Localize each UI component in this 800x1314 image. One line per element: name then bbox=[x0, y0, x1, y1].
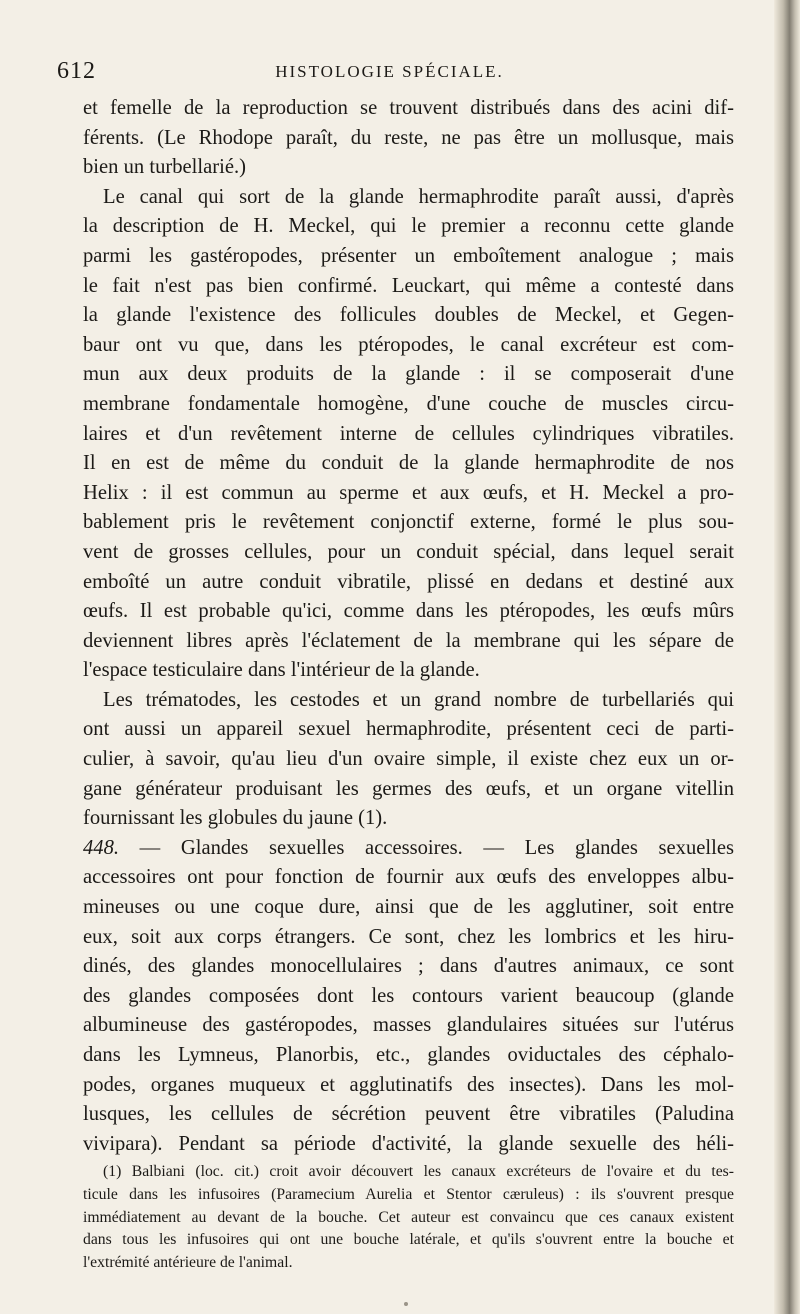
text-line: deviennent libres après l'éclatement de la membrane qui les sépare de bbox=[83, 629, 734, 652]
text-line: baur ont vu que, dans les ptéropodes, le canal excréteur est com- bbox=[83, 333, 734, 356]
text-line: mun aux deux produits de la glande : il se composerait d'une bbox=[83, 363, 734, 386]
text-line: férents. (Le Rhodope paraît, du reste, ne pas être un mollusque, mais bbox=[83, 126, 734, 149]
body-text bbox=[83, 94, 734, 1159]
text-line: eux, soit aux corps étrangers. Ce sont, chez les lombrics et les hiru- bbox=[83, 925, 734, 948]
section-heading-line bbox=[83, 834, 734, 864]
text-line: lusques, les cellules de sécrétion peuvent être vibratiles (Paludina bbox=[83, 1103, 734, 1126]
page-number: 612 bbox=[57, 58, 96, 84]
text-line: culier, à savoir, qu'au lieu d'un ovaire simple, il existe chez eux un or- bbox=[83, 748, 734, 771]
footnote-line: (1) Balbiani (loc. cit.) croit avoir découvert les canaux excréteurs de l'ovaire et du tes- bbox=[103, 1163, 734, 1180]
text-line: parmi les gastéropodes, présenter un emboîtement analogue ; mais bbox=[83, 244, 734, 267]
text-line: dinés, des glandes monocellulaires ; dans d'autres animaux, ce sont bbox=[83, 955, 734, 978]
text-line: bien un turbellarié.) bbox=[83, 156, 246, 179]
text-line: l'espace testiculaire dans l'intérieur de la glande. bbox=[83, 659, 480, 682]
ink-speck bbox=[404, 1302, 408, 1306]
text-line: et femelle de la reproduction se trouvent distribués dans des acini dif- bbox=[83, 97, 734, 119]
text-line: accessoires ont pour fonction de fournir aux œufs des enveloppes albu- bbox=[83, 866, 734, 889]
text-line: la description de H. Meckel, qui le premier a reconnu cette glande bbox=[83, 215, 734, 238]
section-heading-text: — Glandes sexuelles accessoires. — Les glandes sexuelles bbox=[139, 836, 734, 859]
footnote-line: ticule dans les infusoires (Paramecium Aurelia et Stentor cæruleus) : ils s'ouvrent presque bbox=[83, 1185, 734, 1203]
page-edge-binding bbox=[774, 0, 800, 1314]
text-line: dans les Lymneus, Planorbis, etc., glandes oviductales des céphalo- bbox=[83, 1044, 734, 1066]
running-title: HISTOLOGIE SPÉCIALE. bbox=[275, 62, 504, 81]
text-line: œufs. Il est probable qu'ici, comme dans les ptéropodes, les œufs mûrs bbox=[83, 600, 734, 623]
text-line: vivipara). Pendant sa période d'activité, la glande sexuelle des héli- bbox=[83, 1132, 734, 1155]
text-line: laires et d'un revêtement interne de cellules cylindriques vibratiles. bbox=[83, 422, 734, 445]
text-line: gane générateur produisant les germes des œufs, et un organe vitellin bbox=[83, 777, 734, 800]
footnote-line: immédiatement au devant de la bouche. Cet auteur est convaincu que ces canaux existent bbox=[83, 1208, 734, 1226]
text-line: la glande l'existence des follicules doubles de Meckel, et Gegen- bbox=[83, 304, 734, 327]
text-line: Le canal qui sort de la glande hermaphrodite paraît aussi, d'après bbox=[103, 185, 734, 208]
text-line: podes, organes muqueux et agglutinatifs des insectes). Dans les mol- bbox=[83, 1073, 734, 1096]
text-line: membrane fondamentale homogène, d'une couche de muscles circu- bbox=[83, 392, 734, 415]
footnote-line: dans tous les infusoires qui ont une bouche latérale, et qu'ils s'ouvrent entre la bouche et bbox=[83, 1231, 734, 1249]
text-line: mineuses ou une coque dure, ainsi que de les agglutiner, soit entre bbox=[83, 896, 734, 919]
text-line: Il en est de même du conduit de la glande hermaphrodite de nos bbox=[83, 452, 734, 475]
text-line: ont aussi un appareil sexuel hermaphrodite, présentent ceci de parti- bbox=[83, 718, 734, 741]
text-line: le fait n'est pas bien confirmé. Leuckart, qui même a contesté dans bbox=[83, 274, 734, 297]
footnote-line: l'extrémité antérieure de l'animal. bbox=[83, 1254, 293, 1272]
footnote bbox=[83, 1161, 734, 1275]
text-line: Helix : il est commun au sperme et aux œufs, et H. Meckel a pro- bbox=[83, 481, 734, 504]
section-number: 448. bbox=[83, 836, 120, 859]
text-line: bablement pris le revêtement conjonctif externe, formé le plus sou- bbox=[83, 511, 734, 534]
text-line: albumineuse des gastéropodes, masses glandulaires situées sur l'utérus bbox=[83, 1014, 734, 1037]
text-line: emboîté un autre conduit vibratile, plissé en dedans et destiné aux bbox=[83, 570, 734, 593]
text-line: des glandes composées dont les contours varient beaucoup (glande bbox=[83, 984, 734, 1007]
text-line: vent de grosses cellules, pour un conduit spécial, dans lequel serait bbox=[83, 540, 734, 563]
text-line: Les trématodes, les cestodes et un grand nombre de turbellariés qui bbox=[103, 688, 734, 711]
page-header bbox=[57, 58, 722, 92]
text-line: fournissant les globules du jaune (1). bbox=[83, 807, 388, 830]
